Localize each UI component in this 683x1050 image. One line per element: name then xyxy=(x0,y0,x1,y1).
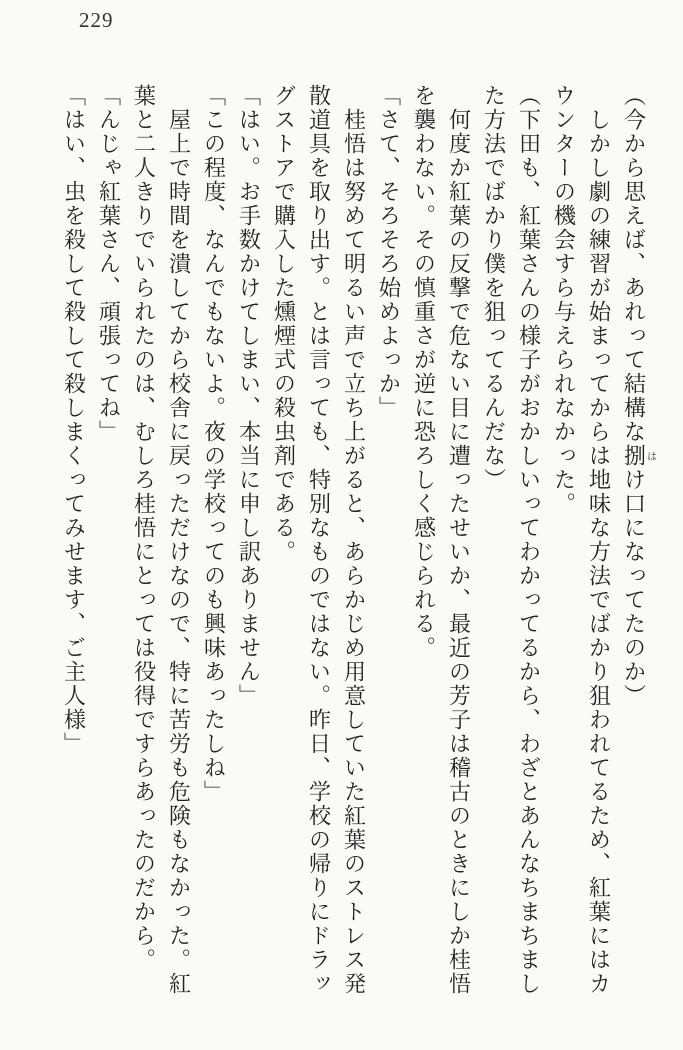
text-line: しかし劇の練習が始まってからは地味な方法でばかり狙われてるため、紅葉にはカ xyxy=(586,108,612,996)
text-line: 「はい。お手数かけてしまい、本当に申し訳ありません」 xyxy=(236,84,262,708)
text-block xyxy=(55,84,655,1000)
text-line: 「この程度、なんでもないよ。夜の学校ってのも興味あったしね」 xyxy=(201,84,227,804)
line-segment-pre: （今から思えば、あれって結構な xyxy=(621,84,647,444)
text-line: 「はい、虫を殺して殺して殺しまくってみせます、ご主人様」 xyxy=(61,84,87,756)
text-line: 散道具を取り出す。とは言っても、特別なものではない。昨日、学校の帰りにドラッ xyxy=(306,84,332,996)
line-segment-post: け口になってたのか） xyxy=(621,468,647,708)
text-line: 屋上で時間を潰してから校舎に戻っただけなので、特に苦労も危険もなかった。紅 xyxy=(166,108,192,996)
text-line: ウンターの機会すら与えられなかった。 xyxy=(551,84,577,516)
text-line xyxy=(617,84,656,1000)
text-line: 何度か紅葉の反撃で危ない目に遭ったせいか、最近の芳子は稽古のときにしか桂悟 xyxy=(446,108,472,996)
text-line: た方法でばかり僕を狙ってるんだな） xyxy=(481,84,507,492)
text-line: 葉と二人きりでいられたのは、むしろ桂悟にとっては役得ですらあったのだから。 xyxy=(131,84,157,972)
furigana-base: 捌 xyxy=(621,444,647,468)
text-line: グストアで購入した燻煙式の殺虫剤である。 xyxy=(271,84,297,564)
text-line: 「さて、そろそろ始めよっか」 xyxy=(376,84,402,420)
furigana-text: は xyxy=(644,444,656,468)
furigana-annotation xyxy=(621,444,656,468)
text-line: を襲わない。その慎重さが逆に恐ろしく感じられる。 xyxy=(411,84,437,660)
text-line: 「んじゃ紅葉さん、頑張ってね」 xyxy=(96,84,122,444)
text-line: （下田も、紅葉さんの様子がおかしいってわかってるから、わざとあんなちまちまし xyxy=(516,84,542,996)
page-number: 229 xyxy=(79,8,114,32)
text-line: 桂悟は努めて明るい声で立ち上がると、あらかじめ用意していた紅葉のストレス発 xyxy=(341,108,367,996)
